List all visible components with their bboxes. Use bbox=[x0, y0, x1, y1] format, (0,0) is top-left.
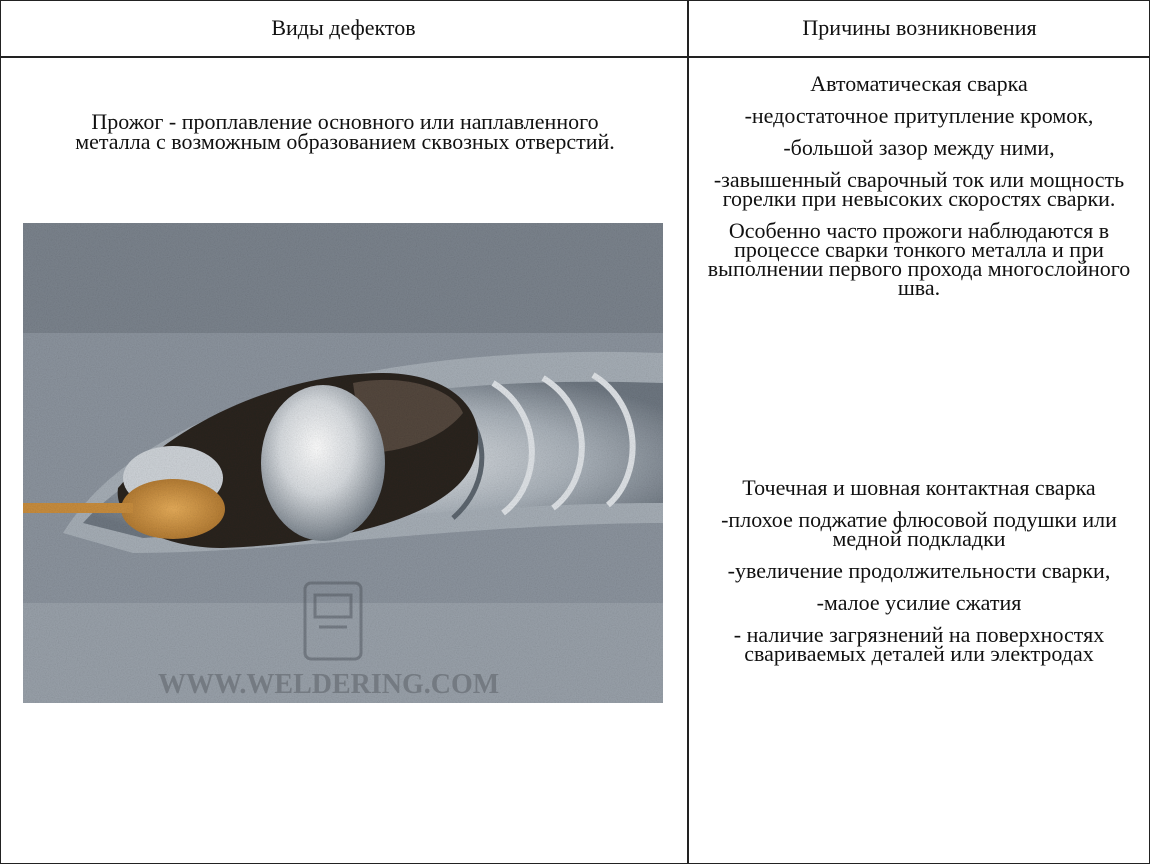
contact-welding-causes bbox=[692, 475, 1146, 676]
cause-item: -недостаточное притупление кромок, bbox=[744, 103, 1094, 128]
contact-welding-title: Точечная и шовная контактная сварка bbox=[742, 475, 1096, 500]
automatic-welding-causes bbox=[692, 71, 1146, 310]
photo-watermark: WWW.WELDERING.COM bbox=[158, 669, 500, 700]
cause-item: -увеличение продолжительности сварки, bbox=[727, 558, 1111, 583]
column-divider bbox=[687, 0, 689, 864]
cause-item: -завышенный сварочный ток или мощность горелки при невысоких скоростях сварки. bbox=[713, 167, 1125, 211]
weld-burn-through-image bbox=[23, 223, 663, 703]
burn-through-photo bbox=[23, 223, 663, 703]
automatic-welding-title: Автоматическая сварка bbox=[810, 71, 1028, 96]
cause-note: Особенно часто прожоги наблюдаются в процессе сварки тонкого металла и при выполнении первого прохода многослойного шва. bbox=[707, 218, 1131, 300]
header-causes: Причины возникновения bbox=[802, 15, 1037, 40]
defect-description-line2: металла с возможным образованием сквозных отверстий. bbox=[75, 129, 615, 154]
cause-item: -большой зазор между ними, bbox=[783, 135, 1055, 160]
header-defect-types: Виды дефектов bbox=[271, 15, 416, 40]
cause-item: - наличие загрязнений на поверхностях свариваемых деталей или электродах bbox=[733, 622, 1105, 666]
defect-description bbox=[20, 109, 670, 154]
cause-item: -плохое поджатие флюсовой подушки или медной подкладки bbox=[721, 507, 1117, 551]
cause-item: -малое усилие сжатия bbox=[816, 590, 1022, 615]
defect-description-line1: Прожог - проплавление основного или наплавленного bbox=[91, 109, 599, 134]
header-divider bbox=[0, 56, 1150, 58]
